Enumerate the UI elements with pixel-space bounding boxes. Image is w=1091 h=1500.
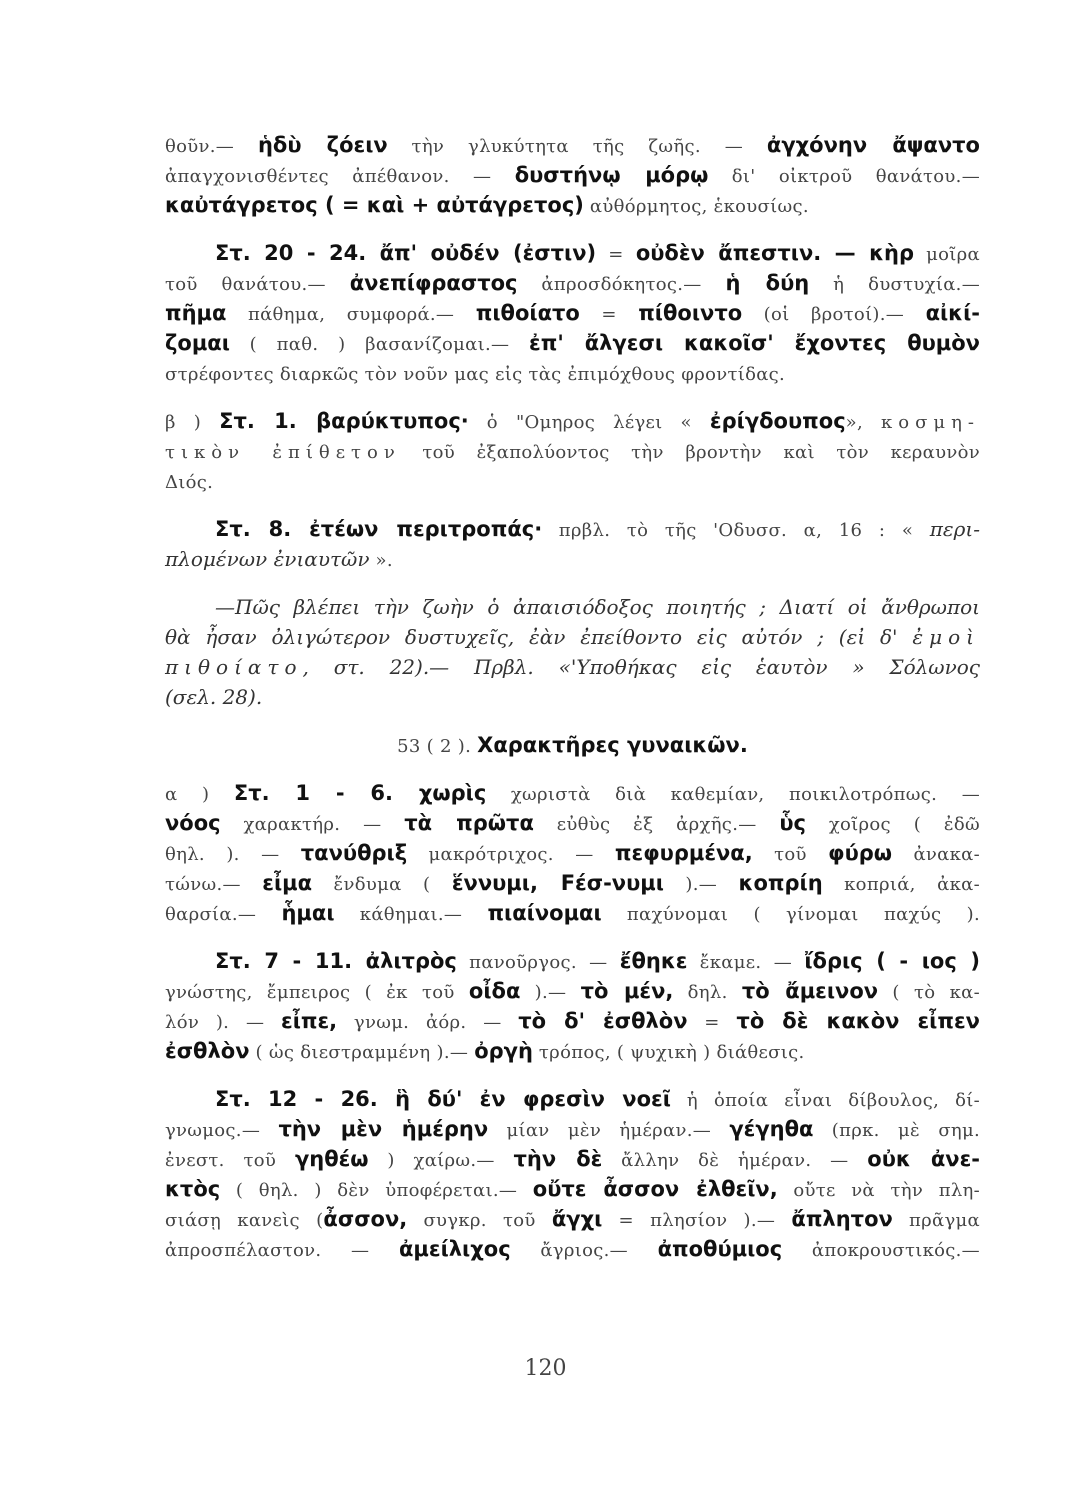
text-run: πιθοίατο <box>475 301 580 325</box>
text-line <box>165 406 980 436</box>
text-run: πεφυρμένα, <box>614 841 753 865</box>
text-run: τὸ ἄμεινον <box>741 979 879 1003</box>
text-run: ζομαι <box>165 331 230 355</box>
text-run: τὴν δὲ <box>513 1147 603 1171</box>
text-line <box>165 868 980 898</box>
text-line <box>165 268 980 298</box>
text-run: χωριστὰ διὰ καθεμίαν, ποικιλοτρόπως. — <box>486 784 981 805</box>
text-run: ἐρίγδουπος <box>709 409 846 433</box>
text-run: ( παθ. ) βασανίζομαι.— <box>229 334 530 355</box>
text-run: ἆσσον, <box>323 1207 408 1231</box>
text-line <box>165 652 980 682</box>
text-run: Στ. 7 - 11. ἀλιτρὸς <box>215 949 457 973</box>
text-run: τὸ μέν, <box>580 979 674 1003</box>
text-run: ἀγχόνην ἄψαντο <box>766 133 980 157</box>
text-run: πιθοίατο <box>165 655 303 679</box>
text-run: κοπριά, ἀκα- <box>822 874 980 895</box>
text-run: δυστήνῳ μόρῳ <box>514 163 709 187</box>
text-run: ἀνακα- <box>892 844 980 865</box>
text-line <box>165 682 980 712</box>
text-run: Στ. 8. ἐτέων περιτροπάς· <box>215 517 543 541</box>
text-run: = πλησίον ).— <box>602 1210 792 1231</box>
text-line <box>165 160 980 190</box>
text-run: , στ. 22).— Πρβλ. «'Υποθήκας εἰς ἑαυτὸν » Σόλωνος <box>302 655 980 679</box>
text-run: ἡ δύη <box>725 271 810 295</box>
text-run: σιάσῃ κανεὶς ( <box>165 1210 324 1231</box>
text-run: αἰκί- <box>925 301 980 325</box>
text-line <box>165 1084 980 1114</box>
text-run: ὀργὴ <box>474 1039 533 1063</box>
text-line <box>165 328 980 358</box>
text-run: οὐκ ἀνε- <box>867 1147 981 1171</box>
text-line <box>165 592 980 622</box>
text-run: τὴν γλυκύτητα τῆς ζωῆς. — <box>387 136 767 157</box>
body-text <box>165 130 980 1264</box>
text-run: πῆμα <box>165 301 227 325</box>
text-run: ὗς <box>779 811 806 835</box>
text-run: πιαίνομαι <box>487 901 602 925</box>
page-number: 120 <box>524 1356 567 1381</box>
text-run: 53 ( 2 ). <box>397 736 478 757</box>
text-run: ἀποθύμιος <box>657 1237 783 1261</box>
text-run: τρόπος, ( ψυχικὴ ) διάθεσις. <box>532 1042 805 1063</box>
text-run: τανύθριξ <box>300 841 408 865</box>
text-run: ἡ ὁποία εἶναι δίβουλος, δί- <box>670 1090 980 1111</box>
text-run: μίαν μὲν ἡμέραν.— <box>488 1120 730 1141</box>
text-line <box>165 190 980 220</box>
text-run: περι- <box>929 517 980 541</box>
text-run: ἡ δυστυχία.— <box>809 274 980 295</box>
text-run: ( θηλ. ) δὲν ὑποφέρεται.— <box>220 1180 533 1201</box>
text-run: ἴδρις ( - ιος ) <box>804 949 980 973</box>
text-run: τὰ πρῶτα <box>404 811 534 835</box>
text-run: τοῦ θανάτου.— <box>165 274 350 295</box>
text-run: ).— <box>663 874 739 895</box>
text-line <box>165 358 980 388</box>
text-run: ἀπροσδόκητος.— <box>517 274 726 295</box>
text-run: γηθέω <box>294 1147 369 1171</box>
text-line <box>165 778 980 808</box>
text-run: κοσμη- <box>881 412 980 433</box>
text-line <box>165 1174 980 1204</box>
text-run: ἧμαι <box>281 901 335 925</box>
text-run: φύρω <box>828 841 893 865</box>
text-run: Στ. 1. βαρύκτυπος· <box>219 409 469 433</box>
text-run: ἔκαμε. — <box>687 952 805 973</box>
text-run: οἶδα <box>468 979 521 1003</box>
text-line <box>165 1204 980 1234</box>
text-run: τὸ δὲ κακὸν εἶπεν <box>736 1009 980 1033</box>
text-run: Χαρακτῆρες γυναικῶν. <box>477 733 748 757</box>
text-run: (πρκ. μὲ σημ. <box>813 1120 981 1141</box>
text-run: πανοῦργος. — <box>456 952 620 973</box>
text-run: ἀνεπίφραστος <box>349 271 518 295</box>
text-run: ἐμοὶ <box>912 625 980 649</box>
text-line <box>165 1144 980 1174</box>
text-run: ἄλλην δὲ ἡμέραν. — <box>602 1150 868 1171</box>
text-run: αὐθόρμητος, ἑκουσίως. <box>583 196 809 217</box>
text-run: ( τὸ κα- <box>878 982 980 1003</box>
text-run: γνωμος.— <box>165 1120 279 1141</box>
text-run: κοπρίη <box>738 871 823 895</box>
text-run: γέγηθα <box>729 1117 814 1141</box>
text-run: ». <box>369 550 393 571</box>
text-run: εἶπε, <box>281 1009 338 1033</box>
text-run: γνωμ. ἀόρ. — <box>337 1012 519 1033</box>
text-run: = <box>687 1012 737 1033</box>
text-run: γνώστης, ἔμπειρος ( ἐκ τοῦ <box>165 982 469 1003</box>
text-run: Στ. 12 - 26. ἣ δύ' ἐν φρεσὶν νοεῖ <box>215 1087 671 1111</box>
text-line <box>165 298 980 328</box>
text-run: ).— <box>520 982 581 1003</box>
text-run: —Πῶς βλέπει τὴν ζωὴν ὁ ἀπαισιόδοξος ποιητής ; Διατί οἱ ἄνθρωποι <box>215 595 980 619</box>
text-run: καὐτάγρετος ( = καὶ + αὐτάγρετος) <box>165 193 584 217</box>
text-run: δηλ. <box>673 982 742 1003</box>
text-run: μοῖρα <box>914 244 980 265</box>
text-run: συγκρ. τοῦ <box>407 1210 552 1231</box>
text-run: ) χαίρω.— <box>368 1150 514 1171</box>
text-run: θὰ ἦσαν ὀλιγώτερον δυστυχεῖς, ἐὰν ἐπείθοντο εἰς αὐτόν ; (εἰ δ' <box>165 625 913 649</box>
text-run: ἄγχι <box>551 1207 603 1231</box>
text-line <box>165 1234 980 1264</box>
text-run: πρᾶγμα <box>892 1210 980 1231</box>
text-line <box>165 1036 980 1066</box>
text-run: κάθημαι.— <box>334 904 488 925</box>
text-line <box>165 946 980 976</box>
text-line <box>165 466 980 496</box>
text-line <box>165 1006 980 1036</box>
text-run: εὐθὺς ἐξ ἀρχῆς.— <box>533 814 780 835</box>
text-run: πίθοιντο <box>638 301 743 325</box>
text-run: = <box>596 244 636 265</box>
text-run: ἐπ' ἄλγεσι κακοῖσ' ἔχοντες θυμὸν <box>529 331 980 355</box>
text-run: τὸ δ' ἐσθλὸν <box>518 1009 688 1033</box>
text-run: εἶμα <box>262 871 313 895</box>
text-run: παχύνομαι ( γίνομαι παχύς ). <box>601 904 980 925</box>
text-run: οὔτε νὰ τὴν πλη- <box>777 1180 981 1201</box>
text-run: τοῦ <box>752 844 829 865</box>
text-run: ἡδὺ ζόειν <box>257 133 388 157</box>
text-run: Διός. <box>165 472 214 493</box>
text-run: ἔθηκε <box>619 949 688 973</box>
text-run: τώνω.— <box>165 874 263 895</box>
text-run: ἄπλητον <box>791 1207 893 1231</box>
text-line <box>165 1114 980 1144</box>
text-run: χαρακτήρ. — <box>220 814 405 835</box>
text-run: οὔτε ἆσσον ἐλθεῖν, <box>532 1177 778 1201</box>
text-line <box>165 238 980 268</box>
text-line <box>165 898 980 928</box>
text-run: ἐνεστ. τοῦ <box>165 1150 295 1171</box>
text-run: κτὸς <box>165 1177 221 1201</box>
text-run: θηλ. ). — <box>165 844 301 865</box>
text-run: ( ὡς διεστραμμένη ).— <box>249 1042 475 1063</box>
text-run: Στ. 1 - 6. χωρὶς <box>233 781 487 805</box>
text-run: νόος <box>165 811 221 835</box>
text-run: ἔνδυμα ( <box>312 874 452 895</box>
text-run: β ) <box>165 412 220 433</box>
text-run: θοῦν.— <box>165 136 258 157</box>
text-run: θαρσία.— <box>165 904 282 925</box>
text-run: πρβλ. τὸ τῆς 'Οδυσσ. α, 16 : « <box>542 520 930 541</box>
text-run: πλομένων ἐνιαυτῶν <box>165 547 370 571</box>
text-run: δι' οἰκτροῦ θανάτου.— <box>708 166 980 187</box>
text-run: ἄγριος.— <box>510 1240 658 1261</box>
text-run: ἀμείλιχος <box>399 1237 511 1261</box>
text-run: ἕννυμι, Fέσ-νυμι <box>451 871 664 895</box>
text-run: α ) <box>165 784 234 805</box>
text-run: ἀποκρουστικός.— <box>782 1240 980 1261</box>
text-run: ἀπροσπέλαστον. — <box>165 1240 399 1261</box>
text-run: πάθημα, συμφορά.— <box>226 304 476 325</box>
text-line <box>165 544 980 574</box>
text-run: τὴν μὲν ἡμέρην <box>278 1117 489 1141</box>
text-line <box>165 622 980 652</box>
text-run: ἀπαγχονισθέντες ἀπέθανον. — <box>165 166 515 187</box>
text-line <box>165 838 980 868</box>
text-line <box>165 808 980 838</box>
text-run: λόν ). — <box>165 1012 281 1033</box>
text-run: μακρότριχος. — <box>407 844 615 865</box>
text-run: (σελ. 28). <box>165 685 263 709</box>
text-run: οὐδὲν ἄπεστιν. — κὴρ <box>635 241 915 265</box>
text-run: ἐσθλὸν <box>165 1039 250 1063</box>
text-run: = <box>579 304 639 325</box>
text-run: τοῦ ἐξαπολύοντος τὴν βροντὴν καὶ τὸν κεραυνὸν <box>400 442 980 463</box>
text-run: χοῖρος ( ἐδῶ <box>805 814 980 835</box>
text-line <box>165 976 980 1006</box>
text-line <box>165 514 980 544</box>
text-run: Στ. 20 - 24. ἄπ' οὐδέν (ἐστιν) <box>215 241 597 265</box>
text-line <box>165 436 980 466</box>
text-run: τικὸν ἐπίθετον <box>165 442 401 463</box>
text-run: (οἱ βροτοί).— <box>742 304 926 325</box>
text-run: », <box>845 412 882 433</box>
text-run: ὁ "Ομηρος λέγει « <box>468 412 710 433</box>
section-heading <box>165 730 980 760</box>
text-run: στρέφοντες διαρκῶς τὸν νοῦν μας εἰς τὰς ἐπιμόχθους φροντίδας. <box>165 364 786 385</box>
text-line <box>165 130 980 160</box>
